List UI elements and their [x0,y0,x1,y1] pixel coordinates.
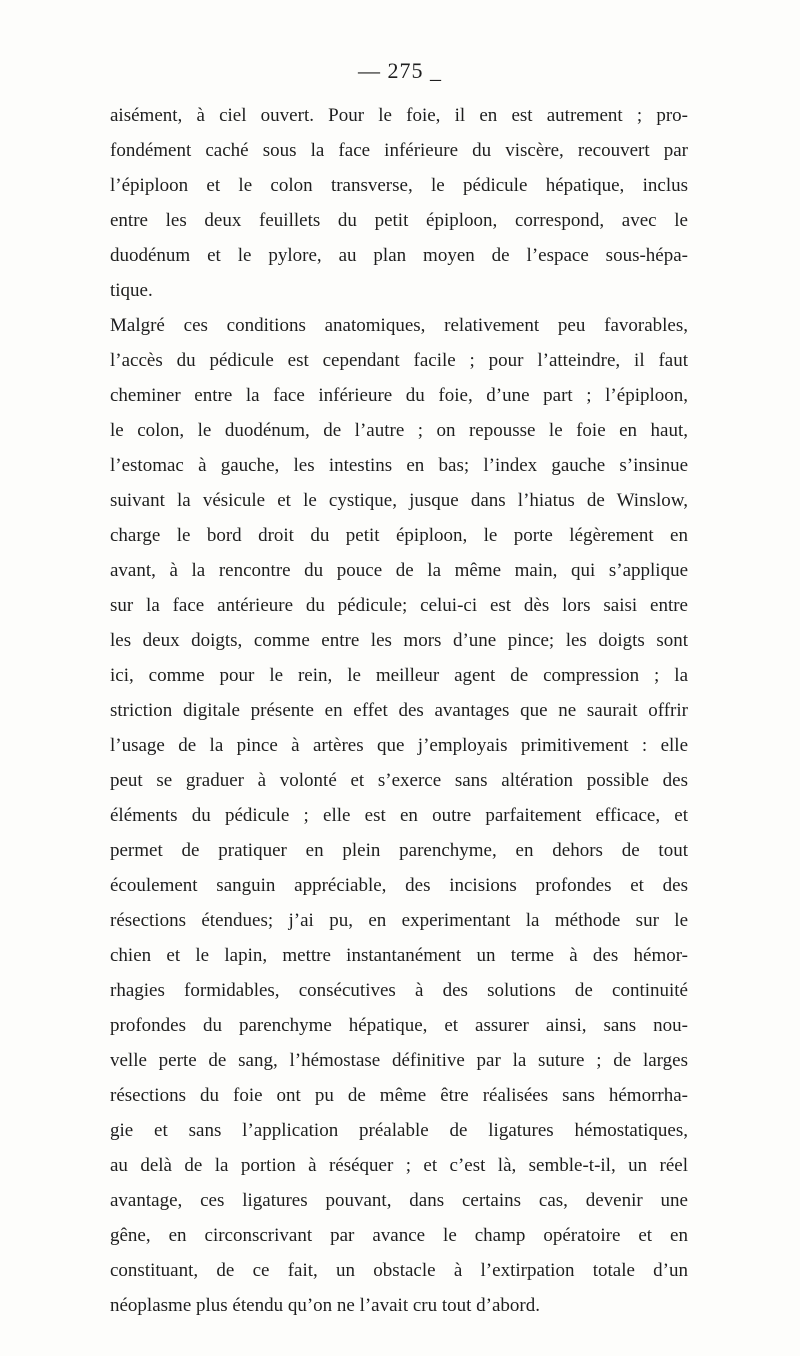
text-line: l’épiploon et le colon transverse, le pédicule hépatique, inclus [110,175,688,196]
text-line: l’usage de la pince à artères que j’employais primitivement : elle [110,735,688,756]
text-line: peut se graduer à volonté et s’exerce sans altération possible des [110,770,688,791]
text-line: fondément caché sous la face inférieure du viscère, recouvert par [110,140,688,161]
text-line: sur la face antérieure du pédicule; celui-ci est dès lors saisi entre [110,595,688,616]
text-line: l’estomac à gauche, les intestins en bas; l’index gauche s’insinue [110,455,688,476]
text-line: éléments du pédicule ; elle est en outre parfaitement efficace, et [110,805,688,826]
text-line: l’accès du pédicule est cependant facile ; pour l’atteindre, il faut [110,350,688,371]
text-line: gêne, en circonscrivant par avance le champ opératoire et en [110,1225,688,1246]
text-line: Malgré ces conditions anatomiques, relativement peu favorables, [110,315,688,336]
text-line: avant, à la rencontre du pouce de la même main, qui s’applique [110,560,688,581]
page-number: — 275 _ [358,58,442,83]
text-line: néoplasme plus étendu qu’on ne l’avait cru tout d’abord. [110,1295,541,1316]
text-line: gie et sans l’application préalable de ligatures hémostatiques, [110,1120,688,1141]
text-line: résections du foie ont pu de même être réalisées sans hémorrha- [110,1085,688,1106]
text-line: les deux doigts, comme entre les mors d’une pince; les doigts sont [110,630,688,651]
text-line: striction digitale présente en effet des avantages que ne saurait offrir [110,700,688,721]
text-line: le colon, le duodénum, de l’autre ; on repousse le foie en haut, [110,420,688,441]
text-line: profondes du parenchyme hépatique, et assurer ainsi, sans nou- [110,1015,688,1036]
text-line: rhagies formidables, consécutives à des solutions de continuité [110,980,688,1001]
text-line: chien et le lapin, mettre instantanément un terme à des hémor- [110,945,688,966]
text-line: permet de pratiquer en plein parenchyme, en dehors de tout [110,840,688,861]
text-line: aisément, à ciel ouvert. Pour le foie, il en est autrement ; pro- [110,105,688,126]
text-line: suivant la vésicule et le cystique, jusque dans l’hiatus de Winslow, [110,490,688,511]
text-line: résections étendues; j’ai pu, en experimentant la méthode sur le [110,910,688,931]
text-line: velle perte de sang, l’hémostase définitive par la suture ; de larges [110,1050,688,1071]
text-line: au delà de la portion à réséquer ; et c’est là, semble-t-il, un réel [110,1155,688,1176]
text-line: duodénum et le pylore, au plan moyen de l’espace sous-hépa- [110,245,688,266]
text-line: constituant, de ce fait, un obstacle à l’extirpation totale d’un [110,1260,688,1281]
text-line: entre les deux feuillets du petit épiploon, correspond, avec le [110,210,688,231]
text-line: cheminer entre la face inférieure du foie, d’une part ; l’épiploon, [110,385,688,406]
text-line: avantage, ces ligatures pouvant, dans certains cas, devenir une [110,1190,688,1211]
text-line: tique. [110,280,153,301]
text-line: charge le bord droit du petit épiploon, le porte légèrement en [110,525,688,546]
text-line: ici, comme pour le rein, le meilleur agent de compression ; la [110,665,688,686]
text-line: écoulement sanguin appréciable, des incisions profondes et des [110,875,688,896]
body-text [110,98,688,1323]
